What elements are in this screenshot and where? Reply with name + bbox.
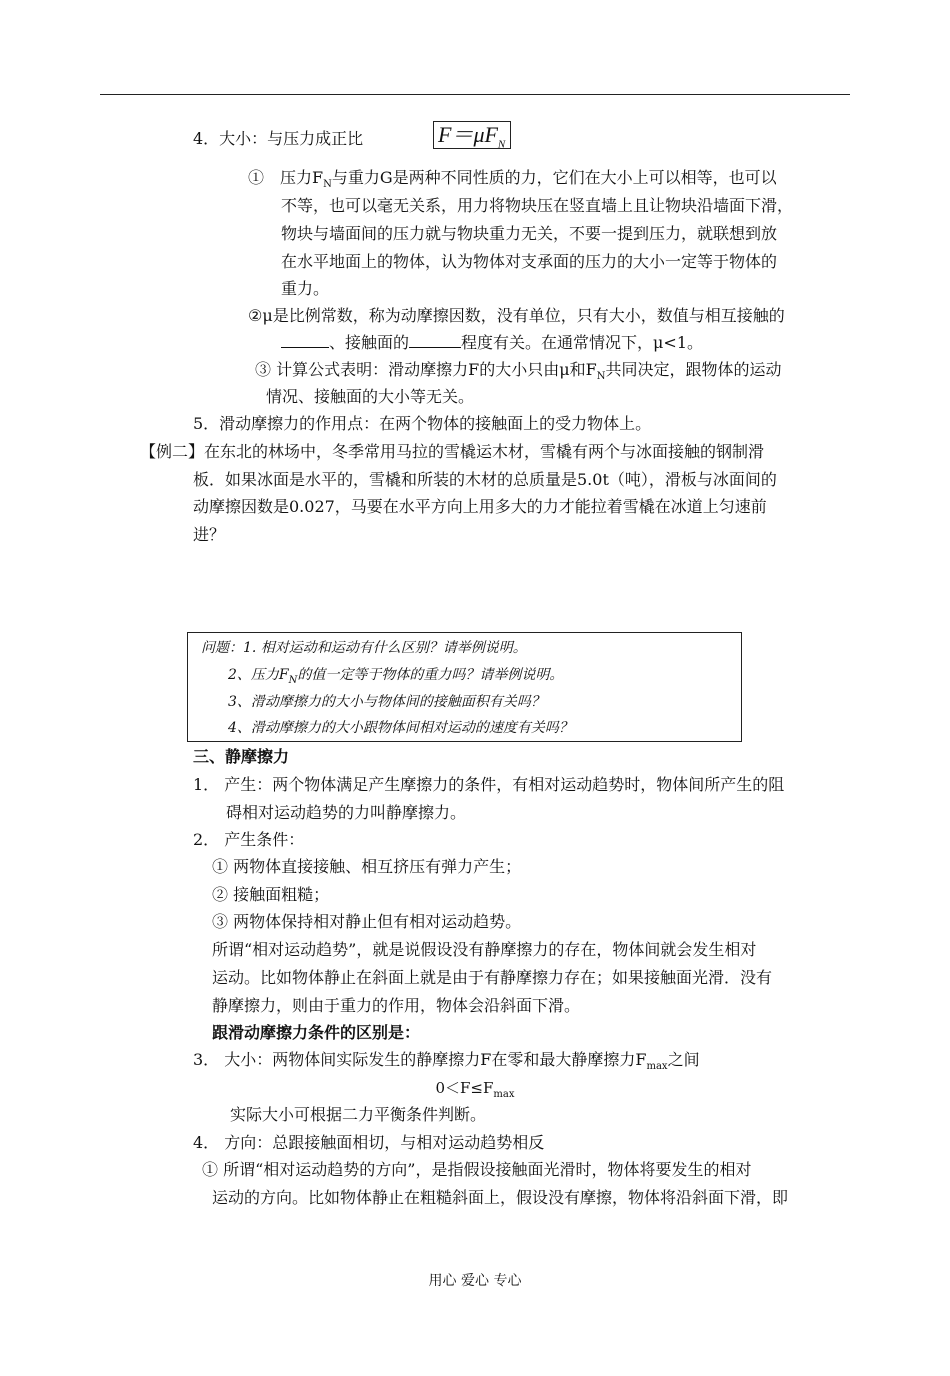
formula-main: F＝μF — [438, 122, 498, 147]
note1-line4: 在水平地面上的物体，认为物体对支承面的压力的大小一定等于物体的 — [281, 252, 778, 271]
question-3: 3、滑动摩擦力的大小与物体间的接触面积有关吗？ — [228, 694, 545, 710]
item4-label: 4．大小：与压力成正比 — [193, 129, 364, 148]
question-4: 4、滑动摩擦力的大小跟物体间相对运动的速度有关吗？ — [228, 720, 573, 736]
section3-p3-note: 实际大小可根据二力平衡条件判断。 — [230, 1105, 487, 1124]
note1-line5: 重力。 — [281, 279, 330, 298]
section3-p3-b: 之间 — [667, 1050, 700, 1069]
section3-p4: 4． 方向：总跟接触面相切，与相对运动趋势相反 — [193, 1133, 545, 1152]
section3-heading: 三、静摩擦力 — [193, 747, 290, 766]
example2-line3: 动摩擦因数是0.027，马要在水平方向上用多大的力才能拉着雪橇在冰道上匀速前 — [193, 497, 767, 516]
note2-line2-b: 程度有关。在通常情况下，μ<1。 — [461, 333, 704, 352]
example2-line1: 【例二】在东北的林场中，冬季常用马拉的雪橇运木材，雪橇有两个与冰面接触的钢制滑 — [140, 442, 765, 461]
note3-sub: N — [596, 371, 606, 383]
condition-3: ③ 两物体保持相对静止但有相对运动趋势。 — [212, 912, 522, 931]
note3-line2: 情况、接触面的大小等无关。 — [266, 387, 475, 406]
example2-line2: 板．如果冰面是水平的，雪橇和所装的木材的总质量是5.0t（吨），滑板与冰面间的 — [193, 470, 777, 489]
note1-line3: 物块与墙面间的压力就与物块重力无关，不要一提到压力，就联想到放 — [281, 224, 778, 243]
note3-line1 — [255, 360, 781, 387]
note1-line1-b: 与重力G是两种不同性质的力，它们在大小上可以相等，也可以 — [331, 168, 777, 187]
trend-line3: 静摩擦力，则由于重力的作用，物体会沿斜面下滑。 — [212, 996, 581, 1015]
trend-line2: 运动。比如物体静止在斜面上就是由于有静摩擦力存在；如果接触面光滑．没有 — [212, 968, 773, 987]
condition-1: ① 两物体直接接触、相互挤压有弹力产生； — [212, 857, 522, 876]
question-2-a: 2、压力F — [228, 667, 289, 683]
example2-line4: 进？ — [193, 525, 226, 544]
page-footer: 用心 爱心 专心 — [428, 1273, 522, 1289]
note3-line1-b: 共同决定，跟物体的运动 — [605, 360, 782, 379]
section3-p2: 2． 产生条件： — [193, 830, 305, 849]
question-2-b: 的值一定等于物体的重力吗？请举例说明。 — [297, 667, 564, 683]
note1-line1 — [248, 168, 777, 195]
section3-p3-sub: max — [646, 1061, 668, 1073]
question-2-sub: N — [288, 674, 298, 686]
note1-sub: N — [323, 179, 332, 191]
direction-line2: 运动的方向。比如物体静止在粗糙斜面上，假设没有摩擦，物体将沿斜面下滑，即 — [212, 1188, 789, 1207]
condition-2: ② 接触面粗糙； — [212, 885, 330, 904]
question-box — [187, 632, 742, 742]
difference-heading: 跟滑动摩擦力条件的区别是： — [212, 1023, 421, 1042]
note2-line1: ②μ是比例常数，称为动摩擦因数，没有单位，只有大小，数值与相互接触的 — [248, 306, 785, 325]
section3-p1-line2: 碍相对运动趋势的力叫静摩擦力。 — [226, 803, 467, 822]
trend-line1: 所谓“相对运动趋势”，就是说假设没有静摩擦力的存在，物体间就会发生相对 — [212, 940, 757, 959]
range-formula-a: 0＜F≤F — [435, 1079, 494, 1097]
friction-formula — [433, 121, 511, 149]
question-1: 问题：1. 相对运动和运动有什么区别？请举例说明。 — [201, 640, 527, 656]
direction-line1: ① 所谓“相对运动趋势的方向”，是指假设接触面光滑时，物体将要发生的相对 — [202, 1160, 752, 1179]
header-rule — [100, 94, 850, 95]
note2-line2-a: 、接触面的 — [329, 333, 410, 352]
range-formula — [0, 1078, 950, 1105]
range-formula-sub: max — [493, 1089, 515, 1100]
note1-line2: 不等，也可以毫无关系，用力将物块压在竖直墙上且让物块沿墙面下滑， — [281, 196, 794, 215]
blank-2 — [409, 333, 461, 348]
note2-line2 — [281, 333, 703, 353]
section3-p1-line1: 1． 产生：两个物体满足产生摩擦力的条件，有相对运动趋势时，物体间所产生的阻 — [193, 775, 785, 794]
blank-1 — [281, 333, 329, 348]
formula-sub: N — [497, 138, 506, 151]
section3-p3-a: 3． 大小：两物体间实际发生的静摩擦力F在零和最大静摩擦力F — [193, 1050, 647, 1069]
section3-p3 — [193, 1050, 700, 1077]
item5: 5．滑动摩擦力的作用点：在两个物体的接触面上的受力物体上。 — [193, 414, 652, 433]
note1-line1-a: ① 压力F — [248, 168, 324, 187]
note3-line1-a: ③ 计算公式表明：滑动摩擦力F的大小只由μ和F — [255, 360, 597, 379]
question-2 — [228, 666, 563, 690]
